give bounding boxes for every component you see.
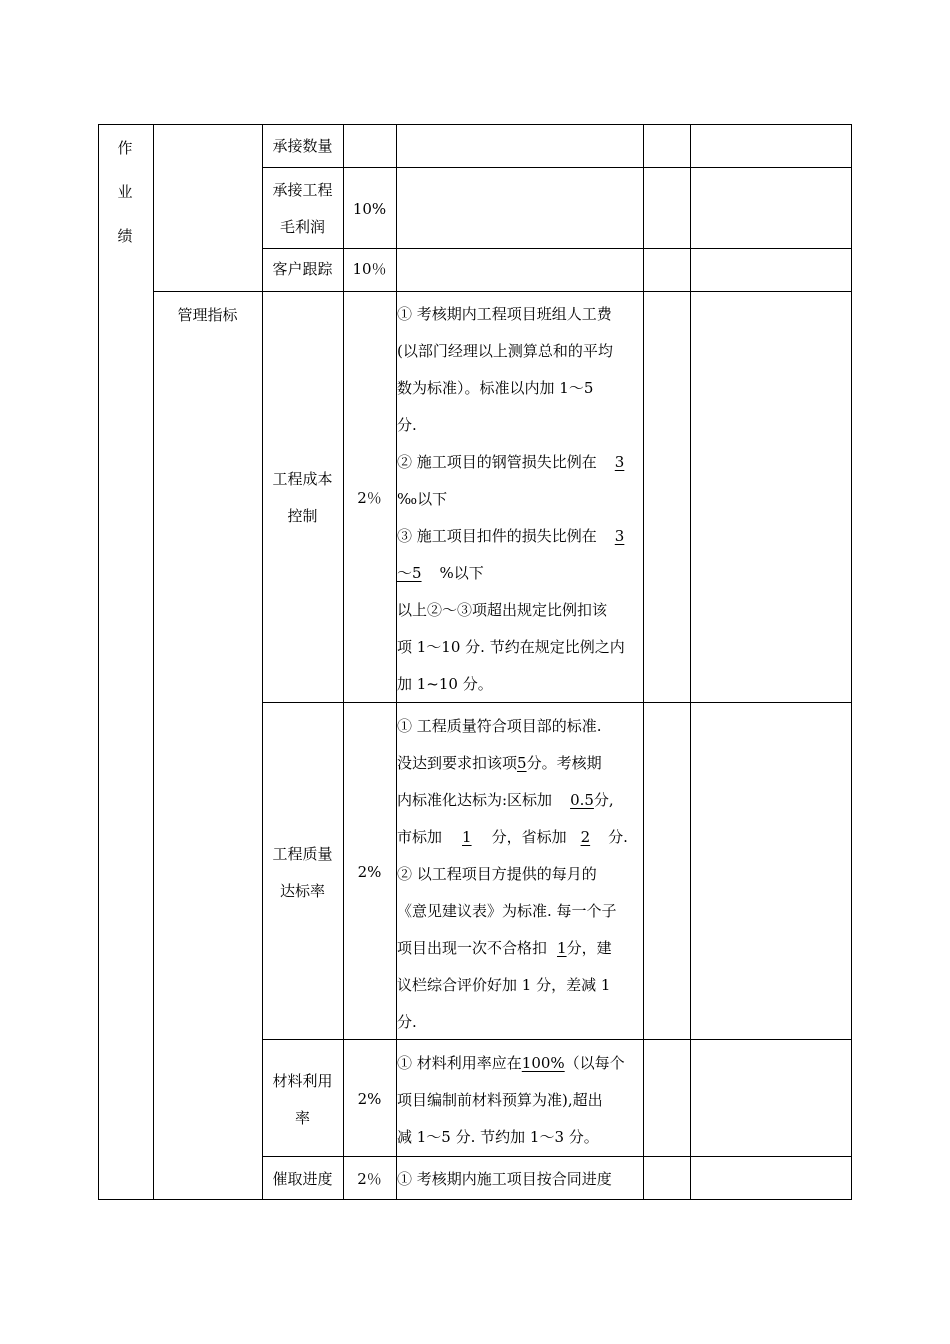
column-divider bbox=[643, 124, 644, 1200]
table-border-right bbox=[851, 124, 852, 1200]
criteria-text-part: （以每个 bbox=[564, 1054, 625, 1072]
weight-value: 2％ bbox=[357, 489, 382, 507]
criteria-text-part: ② 施工项目的钢管损失比例在 bbox=[397, 453, 597, 471]
criteria-underlined-value: 3 bbox=[614, 453, 625, 471]
criteria-text bbox=[397, 296, 625, 703]
criteria-text-part: 分, bbox=[593, 791, 614, 809]
criteria-line: 减 1～5 分. 节约加 1～3 分。 bbox=[397, 1128, 599, 1146]
criteria-underlined-value: ～5 bbox=[397, 564, 422, 582]
weight-value: 2% bbox=[357, 863, 382, 881]
criteria-line: 数为标准）。标准以内加 1～5 bbox=[397, 379, 594, 397]
criteria-line bbox=[397, 518, 625, 555]
category-char: 绩 bbox=[117, 227, 133, 245]
row-divider bbox=[153, 291, 852, 292]
criteria-text bbox=[397, 1045, 625, 1156]
criteria-line bbox=[397, 745, 628, 782]
criteria-line: 《意见建议表》为标准. 每一个子 bbox=[397, 902, 617, 920]
item-name-line: 控制 bbox=[287, 507, 318, 525]
criteria-text-part: 没达到要求扣该项 bbox=[397, 754, 518, 772]
criteria-underlined-value: 0.5 bbox=[570, 791, 594, 809]
row-divider bbox=[262, 248, 852, 249]
criteria-underlined-value: 2 bbox=[580, 828, 591, 846]
criteria-line: ① 工程质量符合项目部的标准. bbox=[397, 717, 602, 735]
criteria-line: 项 1～10 分. 节约在规定比例之内 bbox=[397, 638, 625, 656]
row-divider bbox=[262, 167, 852, 168]
item-name: 客户跟踪 bbox=[272, 260, 333, 278]
item-name-line: 率 bbox=[294, 1109, 310, 1127]
criteria-text-part: ③ 施工项目扣件的损失比例在 bbox=[397, 527, 597, 545]
item-name: 催取进度 bbox=[272, 1170, 333, 1188]
criteria-line bbox=[397, 555, 625, 592]
criteria-line: ① 考核期内工程项目班组人工费 bbox=[397, 305, 612, 323]
criteria-text-part: 内标准化达标为:区标加 bbox=[397, 791, 553, 809]
table-border-bottom bbox=[98, 1199, 852, 1200]
item-name: 承接数量 bbox=[272, 137, 333, 155]
criteria-underlined-value: 3 bbox=[614, 527, 625, 545]
criteria-text: ① 考核期内施工项目按合同进度 bbox=[397, 1170, 612, 1188]
criteria-line: 项目编制前材料预算为准),超出 bbox=[397, 1091, 603, 1109]
criteria-line bbox=[397, 930, 628, 967]
item-name-line: 工程成本 bbox=[272, 470, 333, 488]
item-name bbox=[262, 172, 343, 246]
weight-value: 2％ bbox=[357, 1170, 382, 1188]
table-border-top bbox=[98, 124, 852, 125]
criteria-line bbox=[397, 444, 625, 481]
criteria-line: 议栏综合评价好加 1 分，差减 1 bbox=[397, 976, 611, 994]
criteria-line: ‰以下 bbox=[397, 490, 448, 508]
item-name bbox=[262, 836, 343, 910]
criteria-line bbox=[397, 782, 628, 819]
weight-value: 2% bbox=[357, 1090, 382, 1108]
criteria-line: 加 1~10 分。 bbox=[397, 675, 493, 693]
category-char: 业 bbox=[117, 183, 133, 201]
criteria-text bbox=[397, 708, 628, 1041]
criteria-line bbox=[397, 819, 628, 856]
criteria-text-part: 分，省标加 bbox=[491, 828, 567, 846]
criteria-underlined-value: 1 bbox=[462, 828, 472, 846]
criteria-line: ② 以工程项目方提供的每月的 bbox=[397, 865, 597, 883]
table-border-left bbox=[98, 124, 99, 1200]
criteria-line: (以部门经理以上测算总和的平均 bbox=[397, 342, 613, 360]
criteria-text-part: ① 材料利用率应在 bbox=[397, 1054, 522, 1072]
column-divider bbox=[153, 124, 154, 1200]
item-name-line: 毛利润 bbox=[279, 218, 325, 236]
weight-value: 10% bbox=[352, 200, 387, 218]
criteria-text-part: 分，建 bbox=[566, 939, 612, 957]
item-name-line: 承接工程 bbox=[272, 181, 333, 199]
criteria-underlined-value: 5 bbox=[517, 754, 527, 772]
criteria-underlined-value: 100% bbox=[521, 1054, 565, 1072]
item-name-line: 材料利用 bbox=[272, 1072, 333, 1090]
criteria-text-part: %以下 bbox=[439, 564, 484, 582]
criteria-line: 分. bbox=[397, 1013, 417, 1031]
row-divider bbox=[262, 1156, 852, 1157]
criteria-line bbox=[397, 1045, 625, 1082]
category-char: 作 bbox=[117, 139, 133, 157]
item-name bbox=[262, 1063, 343, 1137]
category-label bbox=[115, 126, 135, 258]
criteria-text-part: 分. bbox=[608, 828, 628, 846]
criteria-text-part: 项目出现一次不合格扣 bbox=[397, 939, 548, 957]
criteria-text-part: 分。考核期 bbox=[526, 754, 602, 772]
item-name bbox=[262, 461, 343, 535]
weight-value: 10％ bbox=[352, 260, 387, 278]
criteria-underlined-value: 1 bbox=[557, 939, 567, 957]
section-label: 管理指标 bbox=[177, 306, 238, 324]
criteria-line: 分. bbox=[397, 416, 417, 434]
column-divider bbox=[690, 124, 691, 1200]
item-name-line: 工程质量 bbox=[272, 845, 333, 863]
criteria-text-part: 市标加 bbox=[397, 828, 443, 846]
item-name-line: 达标率 bbox=[279, 882, 325, 900]
criteria-line: 以上②～③项超出规定比例扣该 bbox=[397, 601, 608, 619]
